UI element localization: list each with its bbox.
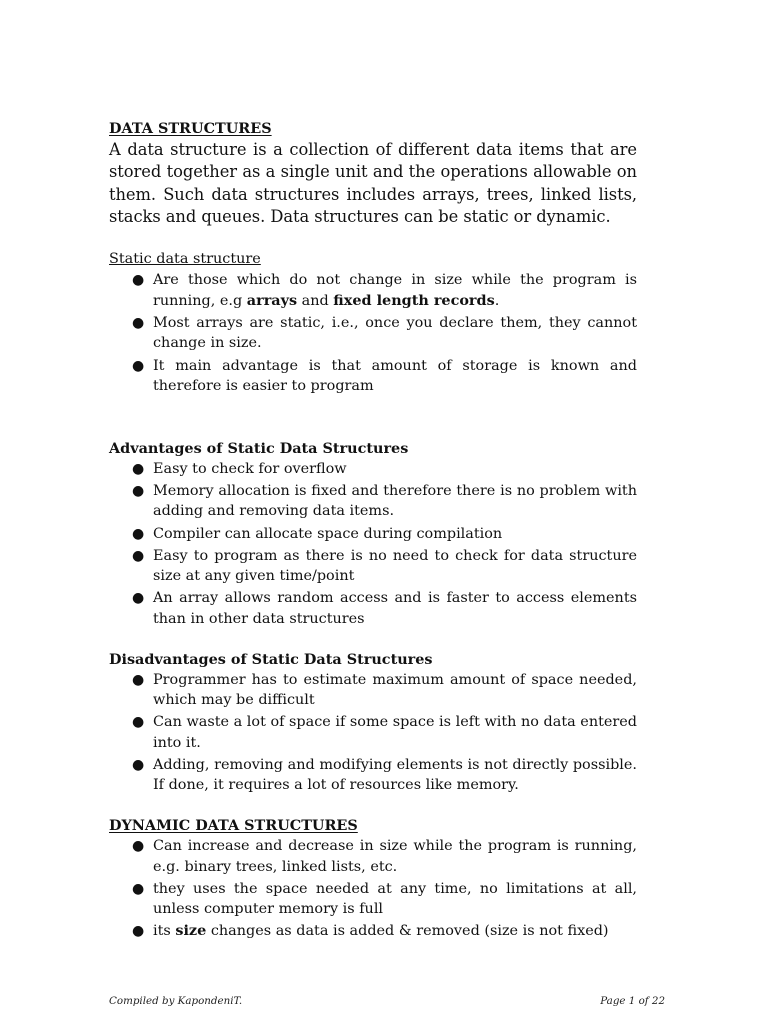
list-item: ● It main advantage is that amount of storage is known and therefore is easier to program (132, 357, 637, 395)
page-title: DATA STRUCTURES (109, 120, 272, 137)
list-item: ● Programmer has to estimate maximum amount of space needed, which may be difficult (132, 671, 637, 709)
bullet-icon: ● (132, 460, 145, 477)
footer-author: Compiled by KapondeniT. (109, 995, 243, 1007)
bullet-icon: ● (132, 756, 145, 773)
advantages-bullet-list (109, 459, 637, 630)
bullet-icon: ● (132, 547, 145, 564)
list-item: ● Easy to check for overflow (109, 459, 637, 480)
bullet-icon: ● (132, 482, 145, 499)
bullet-icon: ● (132, 923, 145, 940)
disadvantages-bullet-list (109, 670, 637, 797)
bullet-icon: ● (132, 590, 145, 607)
page-content (109, 118, 637, 944)
bullet-icon: ● (132, 357, 145, 374)
list-item: ● An array allows random access and is faster to access elements than in other data structures (132, 590, 637, 627)
bullet-icon: ● (132, 838, 145, 855)
list-item: ● Compiler can allocate space during compilation (109, 524, 637, 545)
advantages-heading: Advantages of Static Data Structures (109, 439, 409, 457)
footer-page-number: Page 1 of 22 (600, 995, 665, 1007)
bullet-icon: ● (132, 671, 145, 688)
disadvantages-heading: Disadvantages of Static Data Structures (109, 650, 433, 668)
bullet-icon: ● (132, 272, 145, 289)
list-item: ● Easy to program as there is no need to check for data structure size at any given time/point (132, 547, 637, 585)
bullet-icon: ● (132, 314, 145, 331)
list-item: ● Most arrays are static, i.e., once you declare them, they cannot change in size. (132, 314, 637, 352)
bullet-icon: ● (132, 525, 145, 542)
list-item: ● Can increase and decrease in size while the program is running, e.g. binary trees, linked lists, etc. (132, 838, 637, 875)
intro-paragraph: A data structure is a collection of different data items that are stored together as a single unit and the operations allowable on them. Such data structures includes arrays, trees, linked lists, stacks and queues. Data structures can be static or dynamic. (109, 140, 637, 226)
list-item: ● Memory allocation is fixed and therefore there is no problem with adding and removing data items. (132, 482, 637, 520)
list-item: ● its size changes as data is added & removed (size is not fixed) (109, 921, 637, 942)
list-item: ● Are those which do not change in size while the program is running, e.g arrays and fixed length records. (132, 272, 637, 309)
dynamic-heading: DYNAMIC DATA STRUCTURES (109, 817, 358, 835)
bullet-icon: ● (132, 714, 145, 731)
dynamic-bullet-list (109, 836, 637, 942)
bullet-icon: ● (132, 880, 145, 897)
static-bullet-list (109, 270, 637, 397)
static-heading: Static data structure (109, 251, 261, 268)
list-item: ● Can waste a lot of space if some space is left with no data entered into it. (132, 714, 637, 751)
list-item: ● Adding, removing and modifying elements is not directly possible. If done, it requires a lot of resources like memory. (132, 756, 637, 794)
list-item: ● they uses the space needed at any time, no limitations at all, unless computer memory is full (132, 880, 637, 918)
